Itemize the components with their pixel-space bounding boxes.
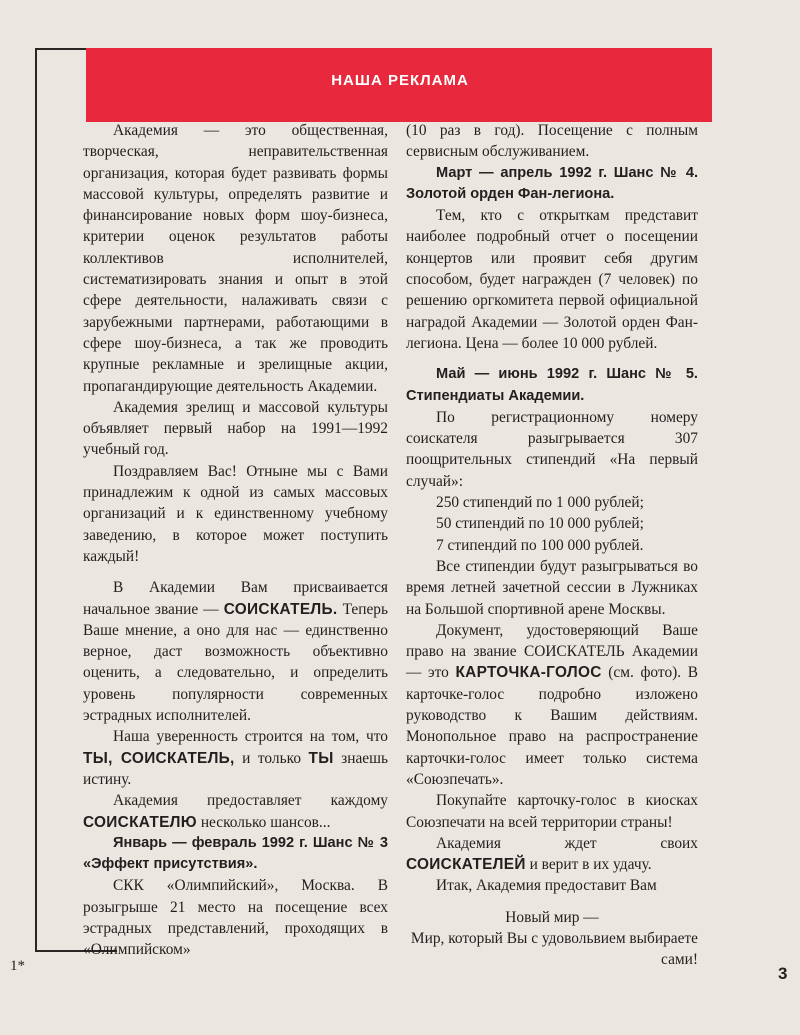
paragraph: Тем, кто с открыткам представит наиболее подробный отчет о посещении концертов или проявит себя другим способом, будет награжден (7 человек) по решению оргкомитета первой официальной наградой Академии — Золотой орден Фан-легиона. Цена — более 10 000 рублей.	[406, 207, 698, 352]
paragraph: В Академии Вам присваивается начальное звание — СОИСКАТЕЛЬ. Теперь Ваше мнение, а оно для нас — единственно верное, даст возможность объективно оценить, а следовательно, и определить уровень популярности современных эстрадных исполнителей.	[83, 579, 388, 725]
paragraph: Академия ждет своих СОИСКАТЕЛЕЙ и верит в их удачу.	[406, 834, 698, 874]
left-column	[83, 120, 388, 961]
paragraph: Академия зрелищ и массовой культуры объявляет первый набор на 1991—1992 учебный год.	[83, 398, 388, 459]
list-item: 50 стипендий по 10 000 рублей;	[436, 515, 644, 533]
right-column	[406, 120, 698, 971]
paragraph: Академия — это общественная, творческая, неправительственная организация, которая будет развивать формы массовой культуры, определять развитие и финансирование новых форм шоу-бизнеса, критерии оценок результатов работы коллективов исполнителей, систематизировать знания и опыт в этой сфере деятельности, налаживать связи с зарубежными партнерами, работающими в сфере шоу-бизнеса, а так же проводить крупные рекламные и зрелищные акции, пропагандирующие деятельность Академии.	[83, 122, 388, 395]
frame-rule-top	[35, 48, 87, 50]
paragraph: Поздравляем Вас! Отныне мы с Вами принадлежим к одной из самых массовых организаций и к единственному учебному заведению, в которое может поступить каждый!	[83, 462, 388, 565]
paragraph: Документ, удостоверяющий Ваше право на звание СОИСКАТЕЛЬ Академии — это КАРТОЧКА-ГОЛОС (см. фото). В карточке-голос подробно изложено руководство к Вашим действиям. Монопольное право на распространение карточки-голос имеет только система «Союзпечать».	[406, 621, 698, 788]
paragraph: По регистрационному номеру соискателя разыгрывается 307 поощрительных стипендий «На первый случай»:	[406, 408, 698, 490]
paragraph: Наша уверенность строится на том, что ТЫ, СОИСКАТЕЛЬ, и только ТЫ знаешь истину.	[83, 728, 388, 788]
paragraph: Итак, Академия предоставит Вам	[436, 877, 657, 895]
chance-heading: Январь — февраль 1992 г. Шанс № 3 «Эффект присутствия».	[83, 834, 388, 873]
page-number: 3	[778, 964, 788, 983]
chance-heading: Май — июнь 1992 г. Шанс № 5. Стипендиаты Академии.	[406, 366, 698, 404]
paragraph: Все стипендии будут разыгрываться во время летней зачетной сессии в Лужниках на Большой спортивной арене Москвы.	[406, 557, 698, 618]
list-item: 7 стипендий по 100 000 рублей.	[436, 536, 644, 554]
closing-line: Мир, который Вы с удовольвием выбираете сами!	[410, 929, 698, 969]
paragraph: Академия предоставляет каждому СОИСКАТЕЛЮ несколько шансов...	[83, 792, 388, 831]
paragraph: Покупайте карточку-голос в киосках Союзпечати на всей территории страны!	[406, 792, 698, 831]
paragraph: СКК «Олимпийский», Москва. В розыгрыше 21 место на посещение всех эстрадных представлений, проходящих в «Олимпийском»	[83, 877, 388, 959]
signature-mark: 1*	[10, 958, 25, 974]
paragraph: (10 раз в год). Посещение с полным сервисным обслуживанием.	[406, 122, 698, 161]
frame-rule-left	[35, 48, 37, 951]
list-item: 250 стипендий по 1 000 рублей;	[436, 494, 644, 512]
closing-line: Новый мир —	[505, 908, 599, 926]
chance-heading: Март — апрель 1992 г. Шанс № 4. Золотой орден Фан-легиона.	[406, 164, 698, 202]
section-title: НАША РЕКЛАМА	[331, 72, 469, 89]
